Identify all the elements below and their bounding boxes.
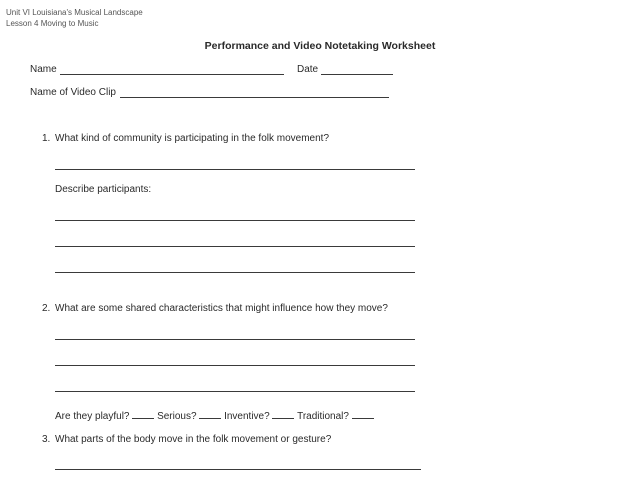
question-2-text: What are some shared characteristics that might influence how they move? [55,303,388,314]
traits-line [55,409,374,423]
answer-line [55,246,415,247]
trait-inventive: Inventive? [224,411,270,422]
name-label: Name [30,64,57,75]
answer-line [55,272,415,273]
unit-header: Unit VI Louisiana's Musical Landscape [6,8,143,17]
trait-blank [272,409,294,419]
question-2-number: 2. [42,303,51,314]
trait-serious: Serious? [157,411,197,422]
name-blank [60,74,284,75]
trait-traditional: Traditional? [297,411,349,422]
question-1-text: What kind of community is participating in the folk movement? [55,133,330,144]
answer-line [55,391,415,392]
trait-blank [199,409,221,419]
describe-participants-label: Describe participants: [55,184,152,195]
video-clip-label: Name of Video Clip [30,87,116,98]
answer-line [55,169,415,170]
question-3-text: What parts of the body move in the folk movement or gesture? [55,434,332,445]
question-1-number: 1. [42,133,51,144]
lesson-header: Lesson 4 Moving to Music [6,19,99,28]
trait-playful: Are they playful? [55,411,130,422]
answer-line [55,365,415,366]
date-label: Date [297,64,319,75]
date-blank [321,74,393,75]
video-clip-blank [120,97,389,98]
answer-line [55,469,421,470]
trait-blank [132,409,154,419]
answer-line [55,220,415,221]
trait-blank [352,409,374,419]
worksheet-title: Performance and Video Notetaking Worksheet [204,40,436,52]
answer-line [55,339,415,340]
question-3-number: 3. [42,434,51,445]
